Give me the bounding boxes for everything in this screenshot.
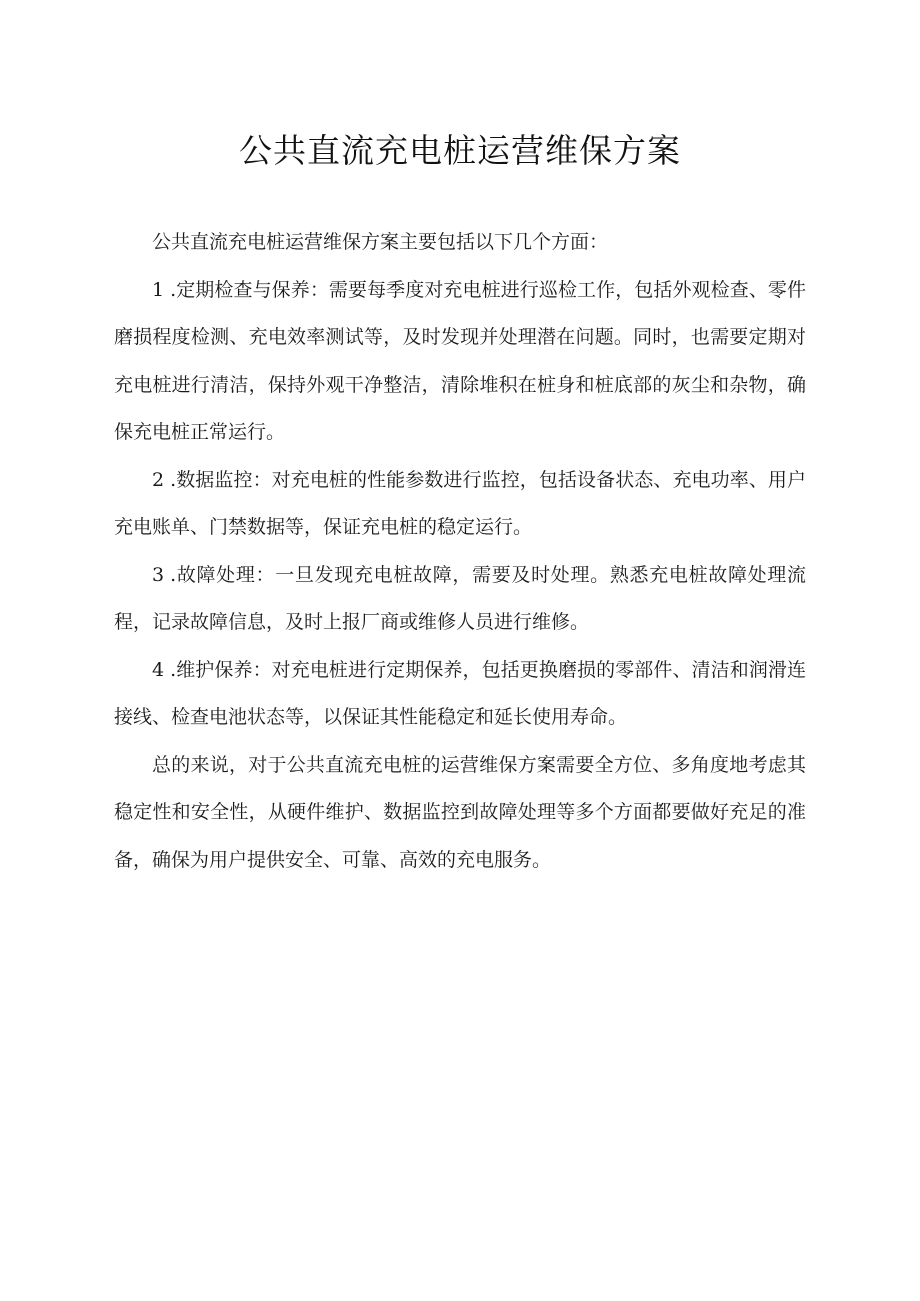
item-text: .故障处理：一旦发现充电桩故障，需要及时处理。熟悉充电桩故障处理流程，记录故障信息，及时上报厂商或维修人员进行维修。 xyxy=(114,563,806,633)
item-text: .数据监控：对充电桩的性能参数进行监控，包括设备状态、充电功率、用户充电账单、门禁数据等，保证充电桩的稳定运行。 xyxy=(114,468,806,538)
list-item xyxy=(114,552,806,647)
conclusion-paragraph: 总的来说，对于公共直流充电桩的运营维保方案需要全方位、多角度地考虑其稳定性和安全性，从硬件维护、数据监控到故障处理等多个方面都要做好充足的准备，确保为用户提供安全、可靠、高效的充电服务。 xyxy=(114,753,806,871)
list-item xyxy=(114,457,806,552)
item-text: .维护保养：对充电桩进行定期保养，包括更换磨损的零部件、清洁和润滑连接线、检查电池状态等，以保证其性能稳定和延长使用寿命。 xyxy=(114,658,806,728)
item-number: 1 xyxy=(152,278,165,301)
item-number: 2 xyxy=(152,468,165,491)
list-item xyxy=(114,267,806,457)
item-number: 4 xyxy=(152,658,165,681)
document-title: 公共直流充电桩运营维保方案 xyxy=(239,131,681,170)
intro-paragraph: 公共直流充电桩运营维保方案主要包括以下几个方面： xyxy=(152,231,609,253)
list-item xyxy=(114,647,806,742)
item-number: 3 xyxy=(152,563,165,586)
item-text: .定期检查与保养：需要每季度对充电桩进行巡检工作，包括外观检查、零件磨损程度检测、充电效率测试等，及时发现并处理潜在问题。同时，也需要定期对充电桩进行清洁，保持外观干净整洁，清除堆积在桩身和桩底部的灰尘和杂物，确保充电桩正常运行。 xyxy=(114,278,806,443)
document-body xyxy=(114,219,806,884)
